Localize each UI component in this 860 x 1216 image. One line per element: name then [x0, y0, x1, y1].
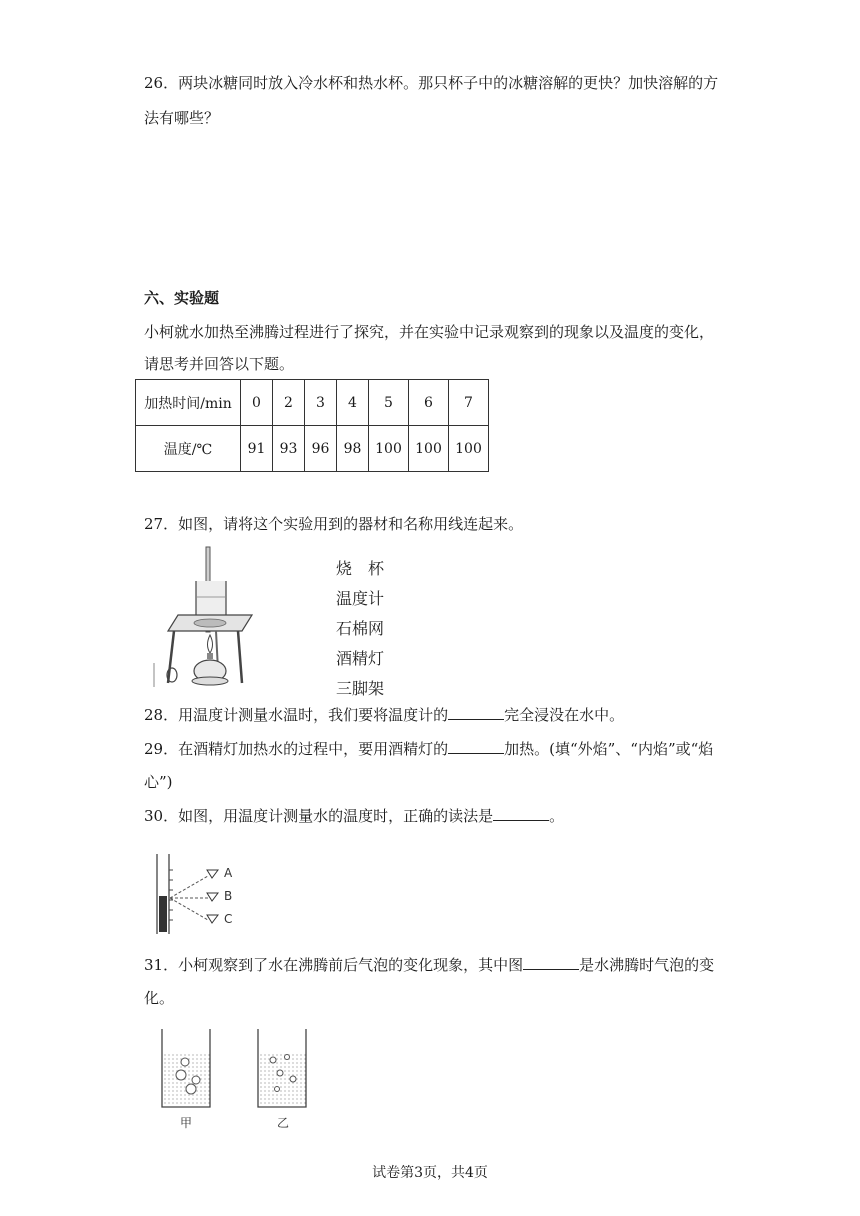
label-gauze: 石棉网 [336, 619, 385, 638]
q30-after: 。 [549, 807, 565, 825]
figure-label-jia: 甲 [180, 1116, 193, 1130]
table-cell: 98 [337, 426, 369, 472]
table-cell: 100 [409, 426, 449, 472]
figure-label-yi: 乙 [277, 1116, 290, 1130]
label-beaker: 烧 杯 [336, 559, 385, 578]
section-intro-line1: 小柯就水加热至沸腾过程进行了探究，并在实验中记录观察到的现象以及温度的变化， [144, 323, 715, 341]
q30-text [144, 806, 564, 826]
q29-after: 加热。(填“外焰”、“内焰”或“焰 [504, 740, 714, 758]
table-cell: 0 [241, 380, 273, 426]
section-title: 六、实验题 [144, 289, 220, 307]
q31-line2: 化。 [144, 989, 175, 1007]
option-a: A [224, 866, 233, 880]
q31-text [144, 955, 714, 975]
data-table [135, 379, 489, 472]
option-c: C [224, 912, 233, 926]
q27-text: 27．如图，请将这个实验用到的器材和名称用线连起来。 [144, 515, 524, 533]
table-cell: 4 [337, 380, 369, 426]
table-cell: 100 [449, 426, 489, 472]
q28-text [144, 705, 624, 725]
q26-line2: 法有哪些？ [144, 109, 220, 127]
label-thermometer: 温度计 [336, 589, 385, 608]
thermometer-reading-figure [150, 850, 250, 938]
table-row [136, 426, 489, 472]
q29-before: 29．在酒精灯加热水的过程中，要用酒精灯的 [144, 740, 449, 758]
q29-text [144, 739, 713, 759]
q28-before: 28．用温度计测量水温时，我们要将温度计的 [144, 706, 449, 724]
q30-before: 30．如图，用温度计测量水的温度时，正确的读法是 [144, 807, 494, 825]
table-cell: 2 [273, 380, 305, 426]
table-cell: 7 [449, 380, 489, 426]
table-cell: 91 [241, 426, 273, 472]
table-cell: 6 [409, 380, 449, 426]
table-header-time: 加热时间/min [136, 380, 241, 426]
option-b: B [224, 889, 233, 903]
table-row [136, 380, 489, 426]
answer-blank[interactable] [448, 705, 504, 720]
table-cell: 93 [273, 426, 305, 472]
q28-after: 完全浸没在水中。 [504, 706, 625, 724]
label-tripod: 三脚架 [336, 679, 385, 698]
table-header-temp: 温度/℃ [136, 426, 241, 472]
heating-apparatus-figure [150, 545, 260, 690]
section-intro-line2: 请思考并回答以下题。 [144, 355, 295, 373]
q31-before: 31．小柯观察到了水在沸腾前后气泡的变化现象，其中图 [144, 956, 524, 974]
answer-blank[interactable] [493, 806, 549, 821]
bubbles-figure [155, 1025, 315, 1135]
q29-line2: 心”) [144, 773, 173, 791]
table-cell: 96 [305, 426, 337, 472]
answer-blank[interactable] [448, 739, 504, 754]
page-footer: 试卷第3页，共4页 [372, 1165, 488, 1181]
table-cell: 100 [369, 426, 409, 472]
q26-line1: 26．两块冰糖同时放入冷水杯和热水杯。那只杯子中的冰糖溶解的更快？加快溶解的方 [144, 74, 719, 92]
table-cell: 5 [369, 380, 409, 426]
q31-after: 是水沸腾时气泡的变 [579, 956, 715, 974]
table-cell: 3 [305, 380, 337, 426]
label-alcohol-lamp: 酒精灯 [336, 649, 385, 668]
answer-blank[interactable] [523, 955, 579, 970]
